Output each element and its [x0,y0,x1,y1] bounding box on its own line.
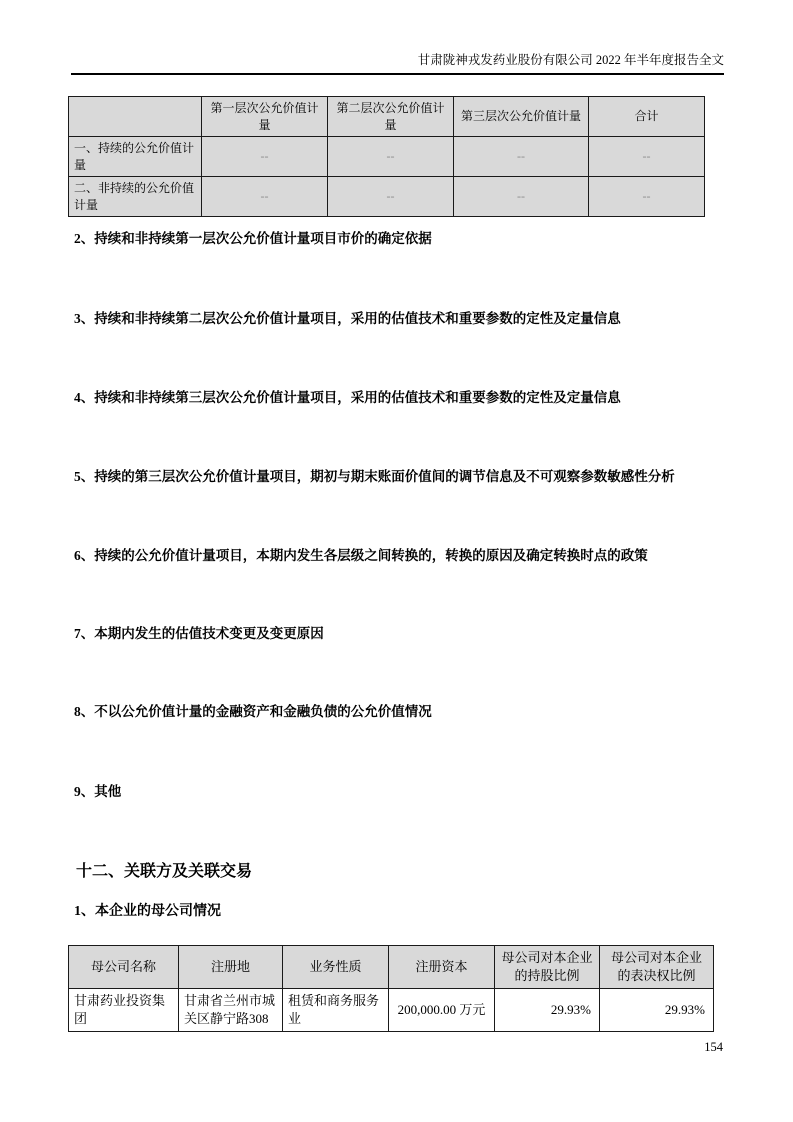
pc-cell-shareholding-ratio: 29.93% [495,989,600,1032]
pc-cell-name: 甘肃药业投资集团 [69,989,179,1032]
pc-header-voting-ratio: 母公司对本企业的表决权比例 [600,946,714,989]
fv-row-label: 二、非持续的公允价值计量 [69,177,202,217]
pc-cell-voting-ratio: 29.93% [600,989,714,1032]
section-item-9: 9、其他 [74,784,122,799]
fv-table-row-continuous [69,137,705,177]
related-party-section-heading: 十二、关联方及关联交易 [76,863,253,880]
fv-header-level2: 第二层次公允价值计量 [328,97,454,137]
fv-cell-value: -- [202,137,328,177]
pc-header-registered-place: 注册地 [179,946,283,989]
parent-company-table [68,945,714,1032]
section-item-3: 3、持续和非持续第二层次公允价值计量项目，采用的估值技术和重要参数的定性及定量信息 [74,311,621,326]
section-item-7: 7、本期内发生的估值技术变更及变更原因 [74,626,324,641]
parent-company-sub-heading: 1、本企业的母公司情况 [74,904,221,919]
fv-header-total: 合计 [589,97,705,137]
pc-header-registered-capital: 注册资本 [389,946,495,989]
fv-corner-cell [69,97,202,137]
pc-table-data-row [69,989,714,1032]
fv-header-level3: 第三层次公允价值计量 [454,97,589,137]
fv-cell-value: -- [202,177,328,217]
page-header [71,52,724,75]
pc-table-header-row [69,946,714,989]
pc-cell-business-nature: 租赁和商务服务业 [283,989,389,1032]
fv-cell-value: -- [454,137,589,177]
page-number: 154 [704,1040,723,1054]
pc-cell-registered-capital: 200,000.00 万元 [389,989,495,1032]
fv-table-header-row [69,97,705,137]
fv-row-label: 一、持续的公允价值计量 [69,137,202,177]
fv-cell-value: -- [328,137,454,177]
fair-value-measurement-table [68,96,705,217]
pc-header-business-nature: 业务性质 [283,946,389,989]
fv-cell-value: -- [589,177,705,217]
fv-cell-value: -- [589,137,705,177]
fv-header-level1: 第一层次公允价值计量 [202,97,328,137]
fv-cell-value: -- [328,177,454,217]
section-item-8: 8、不以公允价值计量的金融资产和金融负债的公允价值情况 [74,704,432,719]
fv-table-row-noncontinuous [69,177,705,217]
section-item-2: 2、持续和非持续第一层次公允价值计量项目市价的确定依据 [74,231,432,246]
section-item-4: 4、持续和非持续第三层次公允价值计量项目，采用的估值技术和重要参数的定性及定量信息 [74,390,621,405]
section-item-5: 5、持续的第三层次公允价值计量项目，期初与期末账面价值间的调节信息及不可观察参数敏感性分析 [74,469,675,484]
pc-header-name: 母公司名称 [69,946,179,989]
pc-cell-registered-place: 甘肃省兰州市城关区静宁路308 [179,989,283,1032]
page-header-title: 甘肃陇神戎发药业股份有限公司 2022 年半年度报告全文 [417,53,724,67]
section-item-6: 6、持续的公允价值计量项目，本期内发生各层级之间转换的，转换的原因及确定转换时点的政策 [74,548,648,563]
fv-cell-value: -- [454,177,589,217]
pc-header-shareholding-ratio: 母公司对本企业的持股比例 [495,946,600,989]
